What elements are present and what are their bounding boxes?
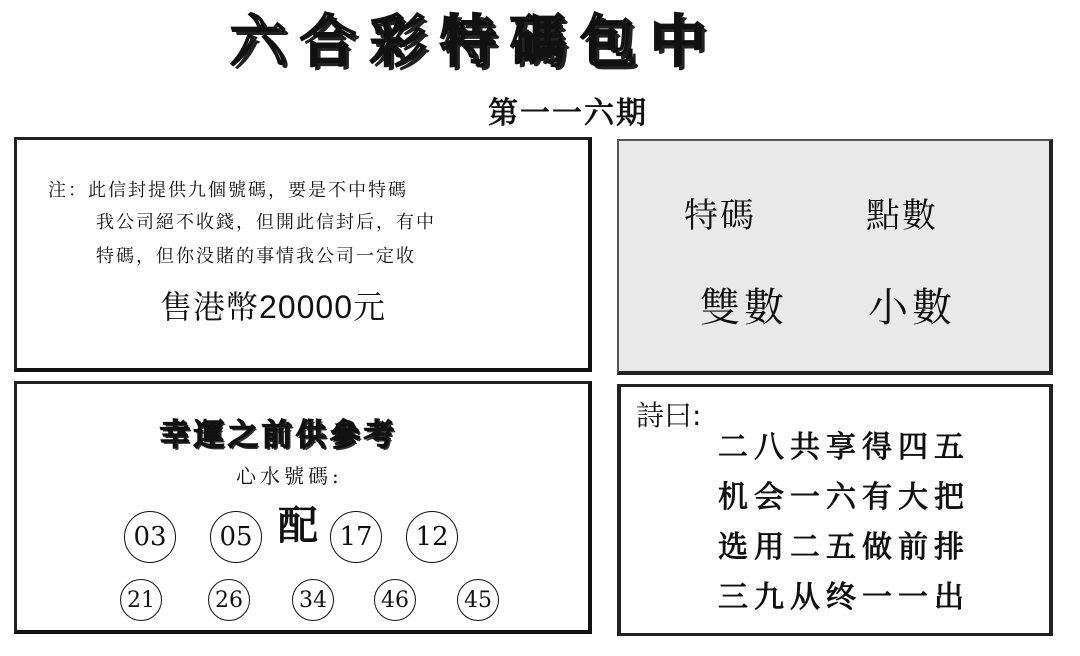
poem-line-1: 二八共享得四五 — [718, 430, 970, 465]
lucky-title: 幸運之前供參考 — [160, 418, 398, 453]
lucky-number-circle: 21 — [120, 579, 162, 621]
notice-line-2: 我公司絕不收錢，但開此信封后，有中 — [96, 212, 436, 233]
lucky-number-circle: 34 — [292, 579, 334, 621]
poem-line-3: 选用二五做前排 — [718, 530, 970, 565]
lucky-number-circle: 45 — [457, 579, 499, 621]
price-prefix: 售港幣 — [160, 288, 260, 326]
price-suffix: 元 — [353, 288, 387, 326]
lucky-subtitle: 心水號碼: — [236, 464, 343, 488]
lottery-title: 六合彩特碼包中 — [230, 10, 720, 75]
notice-line-3: 特碼，但你没賭的事情我公司一定收 — [96, 246, 416, 267]
special-box — [617, 139, 1053, 375]
special-value-even: 雙數 — [700, 285, 788, 331]
special-label: 特碼 — [684, 196, 756, 236]
lucky-number-circle: 17 — [330, 511, 382, 563]
lucky-number-circle: 46 — [374, 579, 416, 621]
poem-line-4: 三九从终一一出 — [718, 580, 970, 615]
special-value-small: 小數 — [868, 285, 956, 331]
lucky-number-circle: 26 — [208, 579, 250, 621]
points-label: 點數 — [866, 196, 938, 236]
poem-label: 詩曰: — [636, 399, 702, 432]
lucky-number-circle: 12 — [406, 511, 458, 563]
price-amount: 20000 — [259, 289, 353, 325]
match-label: 配 — [278, 503, 318, 549]
notice-line-1: 注：此信封提供九個號碼，要是不中特碼 — [48, 180, 408, 201]
lucky-number-circle: 03 — [124, 511, 176, 563]
poem-line-2: 机会一六有大把 — [718, 480, 970, 515]
price-text — [160, 282, 386, 328]
lucky-number-circle: 05 — [210, 511, 262, 563]
issue-number: 第一一六期 — [488, 96, 648, 131]
